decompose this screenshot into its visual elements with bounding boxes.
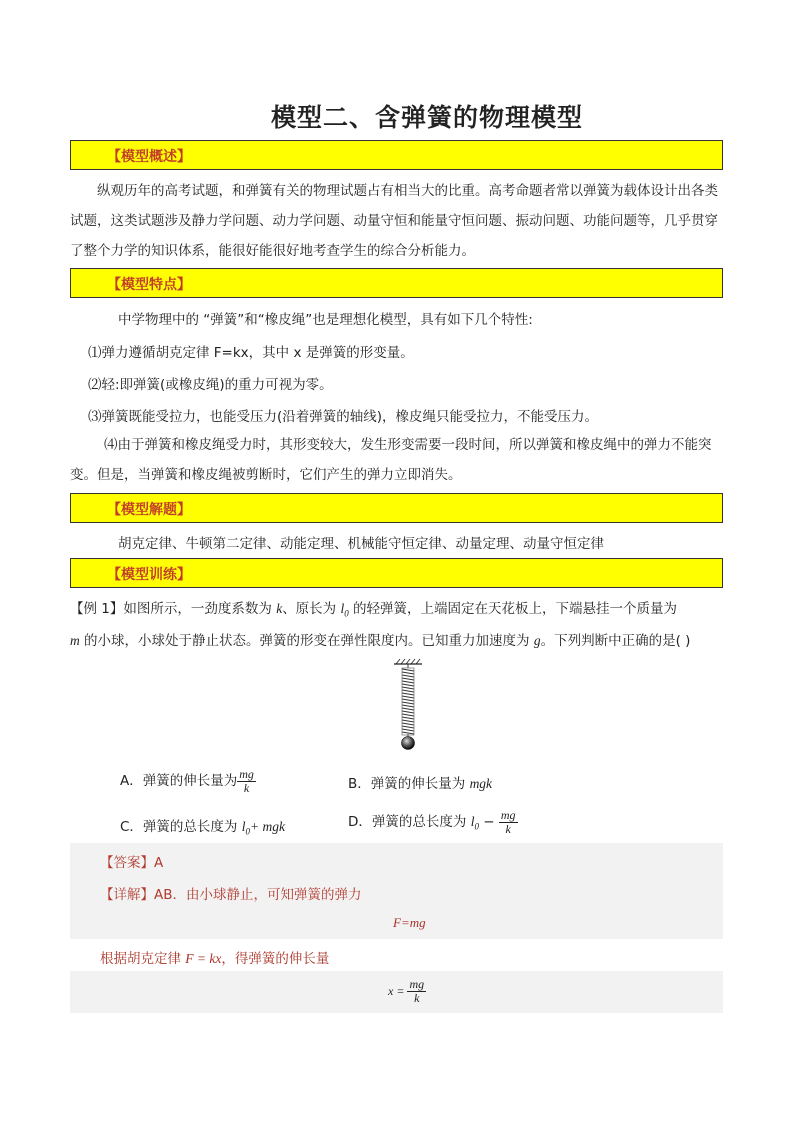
feature-item-4: ⑷由于弹簧和橡皮绳受力时，其形变较大，发生形变需要一段时间，所以弹簧和橡皮绳中的弹力不能突变。但是，当弹簧和橡皮绳被剪断时，它们产生的弹力立即消失。: [70, 437, 712, 483]
example-line-1: 【例 1】如图所示，一劲度系数为 k、原长为 $l_0$ 的轻弹簧，上端固定在天花板上，下端悬挂一个质量为: [70, 601, 678, 619]
ball: [402, 737, 415, 750]
feature-item-2: ⑵轻:即弹簧(或橡皮绳)的重力可视为零。: [88, 377, 333, 393]
spring-figure: [388, 656, 428, 752]
spring-coil: [402, 664, 414, 738]
section-header-label: 【模型特点】: [107, 277, 191, 293]
section-header-training: [70, 558, 723, 588]
answer-line: [100, 851, 163, 871]
equation-x: x = $\frac{mg}{k}$: [388, 976, 425, 1005]
features-intro: 中学物理中的 “弹簧”和“橡皮绳”也是理想化模型，具有如下几个特性:: [118, 312, 533, 328]
detail-line: 【详解】AB．由小球静止，可知弹簧的弹力: [100, 887, 362, 903]
option-a[interactable]: A．弹簧的伸长量为 $\frac{mg}{k}$: [120, 766, 254, 795]
feature-item-1: ⑴弹力遵循胡克定律 F=kx，其中 x 是弹簧的形变量。: [88, 345, 414, 361]
section-header-solving: [70, 493, 723, 523]
section-header-label: 【模型训练】: [107, 567, 191, 583]
ceiling-hatch: [394, 659, 422, 664]
section-header-features: [70, 268, 723, 298]
feature-item-3: ⑶弹簧既能受拉力，也能受压力(沿着弹簧的轴线)，橡皮绳只能受拉力，不能受压力。: [88, 409, 599, 425]
example-label: 【例 1】: [70, 601, 124, 617]
fraction: $\frac{mg}{k}$: [500, 807, 516, 836]
page-title: 模型二、含弹簧的物理模型: [270, 103, 583, 132]
solving-text: 胡克定律、牛顿第二定律、动能定理、机械能守恒定律、动量定理、动量守恒定律: [118, 536, 604, 552]
hooke-line: 根据胡克定律 F = kx，得弹簧的伸长量: [100, 951, 330, 967]
detail-label: 【详解】: [100, 887, 154, 903]
equation-f-mg: F=mg: [393, 915, 426, 930]
fraction: $\frac{mg}{k}$: [239, 766, 254, 795]
fraction: $\frac{mg}{k}$: [409, 976, 425, 1005]
option-c[interactable]: C．弹簧的总长度为 $l_0+$ mgk: [120, 819, 285, 837]
option-b[interactable]: B．弹簧的伸长量为 mgk: [348, 776, 493, 792]
section-header-overview: [70, 140, 723, 170]
example-line-2: m 的小球，小球处于静止状态。弹簧的形变在弹性限度内。已知重力加速度为 g。下列判断中正确的是( ): [70, 633, 691, 649]
answer-value: A: [154, 855, 164, 871]
answer-label: 【答案】: [100, 855, 154, 871]
section-header-label: 【模型解题】: [107, 502, 191, 518]
option-d[interactable]: D．弹簧的总长度为 $l_0$ − $\frac{mg}{k}$: [348, 807, 516, 836]
section-header-label: 【模型概述】: [107, 149, 191, 165]
overview-paragraph: 纵观历年的高考试题，和弹簧有关的物理试题占有相当大的比重。高考命题者常以弹簧为载体设计出各类试题，这类试题涉及静力学问题、动力学问题、动量守恒和能量守恒问题、振动问题、功能问题等，几乎贯穿了整个力学的知识体系，能很好能很好地考查学生的综合分析能力。: [70, 183, 718, 259]
